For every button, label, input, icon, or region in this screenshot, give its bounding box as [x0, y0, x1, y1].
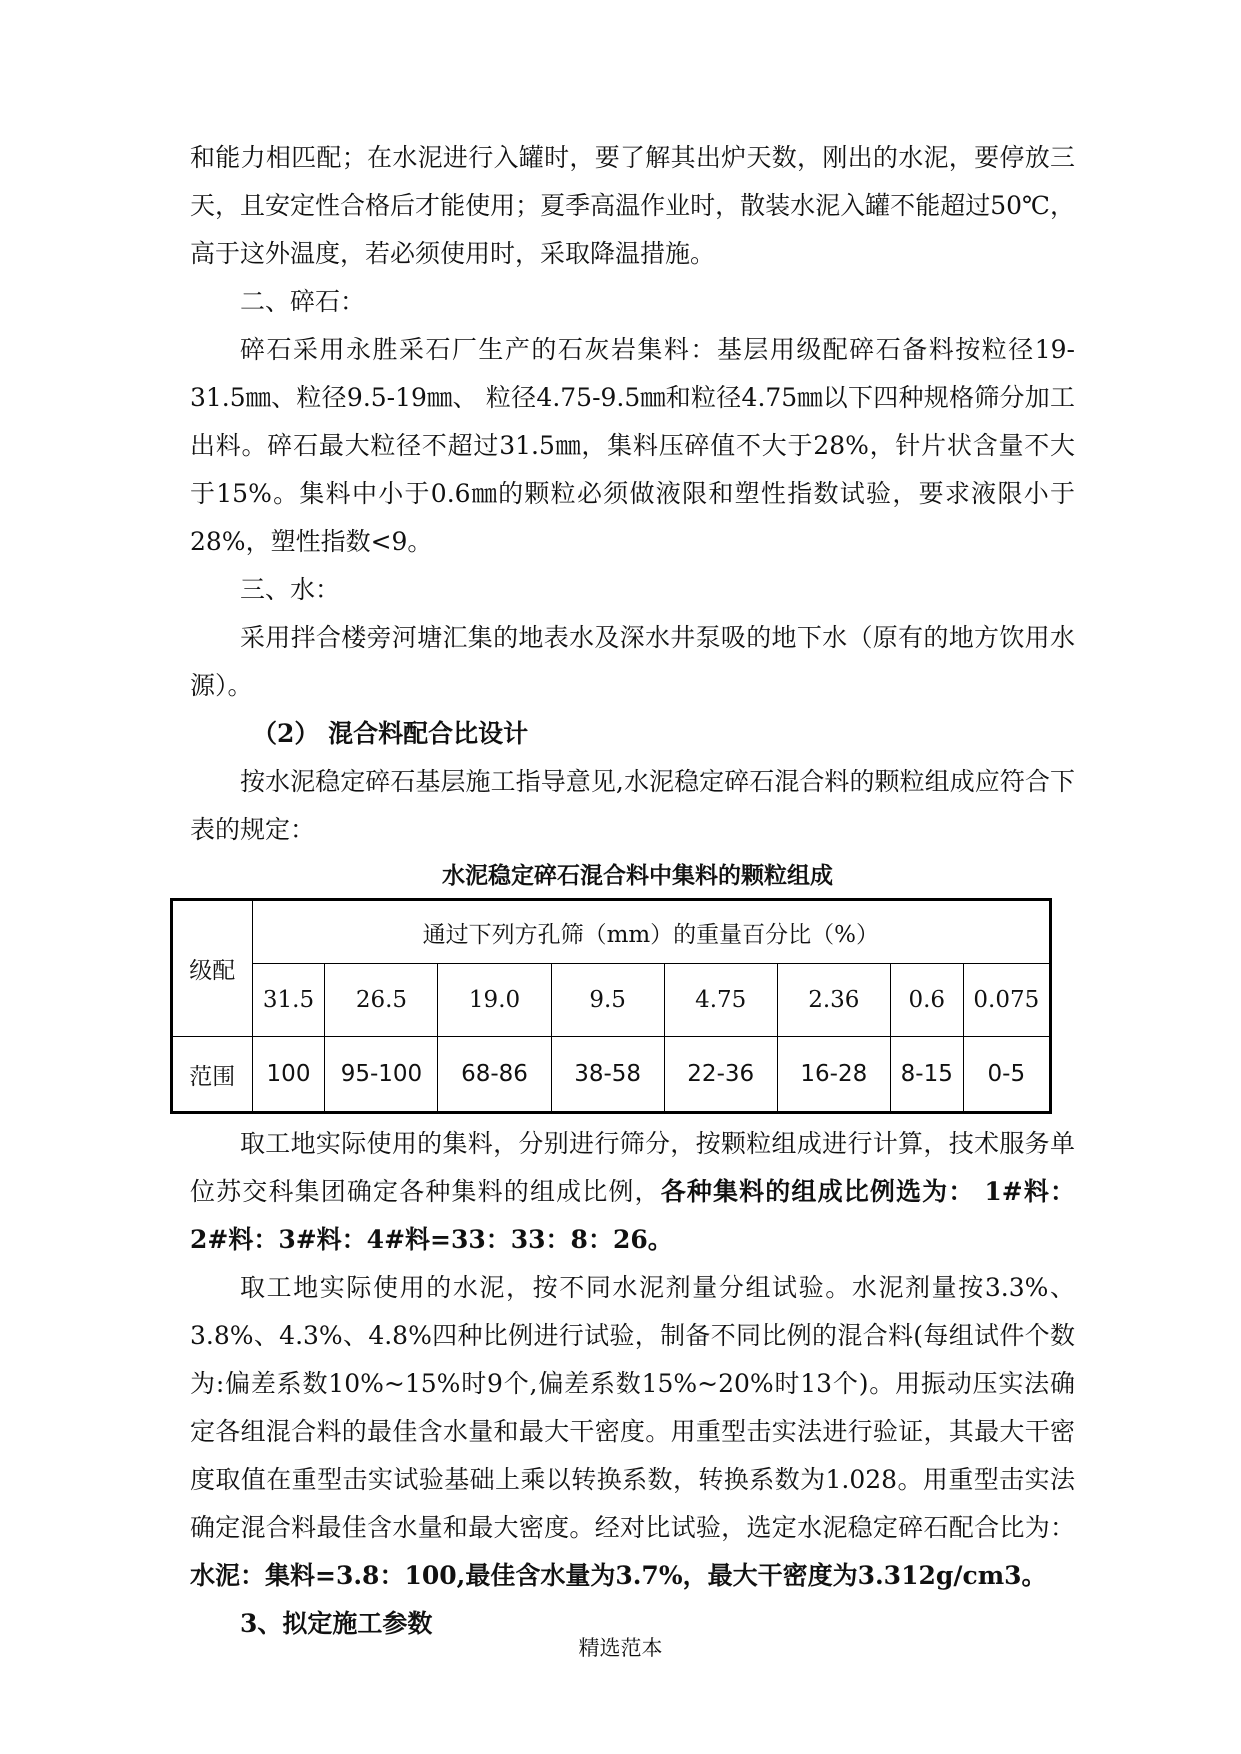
sieve-size: 4.75 — [664, 964, 777, 1037]
paragraph-cement-dosage — [190, 1264, 1075, 1600]
document-page — [190, 134, 1075, 1648]
heading-construction-params: 3、拟定施工参数 — [240, 1609, 433, 1638]
sieve-size: 26.5 — [325, 964, 438, 1037]
range-value: 95-100 — [325, 1037, 438, 1113]
row-label-range: 范围 — [172, 1037, 253, 1113]
paragraph-water: 采用拌合楼旁河塘汇集的地表水及深水井泵吸的地下水（原有的地方饮用水源）。 — [190, 623, 1075, 700]
range-value: 68-86 — [438, 1037, 551, 1113]
aggregate-ratio-text: 取工地实际使用的集料，分别进行筛分，按颗粒组成进行计算，技术服务单位苏交科集团确定各种集料的组成比例， — [190, 1129, 1075, 1206]
row-label-gradation: 级配 — [172, 900, 253, 1037]
heading-gravel: 二、碎石： — [240, 287, 366, 316]
cement-dosage-bold: 水泥：集料=3.8：100,最佳含水量为3.7%，最大干密度为3.312g/cm3。 — [190, 1561, 1047, 1590]
heading-water: 三、水： — [240, 575, 341, 604]
sieve-size: 0.6 — [890, 964, 963, 1037]
paragraph-aggregate-ratio — [190, 1120, 1075, 1264]
sieve-size: 2.36 — [777, 964, 890, 1037]
gradation-table — [170, 898, 1052, 1114]
range-value: 8-15 — [890, 1037, 963, 1113]
page-footer: 精选范本 — [578, 1636, 663, 1660]
sieve-size: 31.5 — [252, 964, 325, 1037]
range-value: 100 — [252, 1037, 325, 1113]
range-value: 0-5 — [963, 1037, 1050, 1113]
cement-dosage-text: 取工地实际使用的水泥，按不同水泥剂量分组试验。水泥剂量按3.3%、3.8%、4.3%、4.8%四种比例进行试验，制备不同比例的混合料(每组试件个数为:偏差系数10%~15%时9个,偏差系数15%~20%时13个)。用振动压实法确定各组混合料的最佳含水量和最大干密度。用重型击实法进行验证，其最大干密度取值在重型击实试验基础上乘以转换系数，转换系数为1.028。用重型击实法确定混合料最佳含水量和最大密度。经对比试验，选定水泥稳定碎石配合比为： — [190, 1273, 1075, 1542]
range-value: 22-36 — [664, 1037, 777, 1113]
sieve-size: 19.0 — [438, 964, 551, 1037]
table-header: 通过下列方孔筛（mm）的重量百分比（%） — [252, 900, 1050, 964]
aggregate-ratio-bold: 各种集料的组成比例选为： 1#料：2#料：3#料：4#料=33：33：8：26。 — [190, 1177, 1075, 1254]
sieve-size: 0.075 — [963, 964, 1050, 1037]
paragraph-gravel: 碎石采用永胜采石厂生产的石灰岩集料：基层用级配碎石备料按粒径19-31.5㎜、粒径9.5-19㎜、 粒径4.75-9.5㎜和粒径4.75㎜以下四种规格筛分加工出料。碎石最大粒径不超过31.5㎜，集料压碎值不大于28%，针片状含量不大于15%。集料中小于0.6㎜的颗粒必须做液限和塑性指数试验，要求液限小于28%，塑性指数<9。 — [190, 335, 1075, 556]
table-title: 水泥稳定碎石混合料中集料的颗粒组成 — [442, 863, 833, 889]
paragraph-mix-intro: 按水泥稳定碎石基层施工指导意见,水泥稳定碎石混合料的颗粒组成应符合下表的规定： — [190, 767, 1075, 844]
paragraph-cement: 和能力相匹配；在水泥进行入罐时，要了解其出炉天数，刚出的水泥，要停放三天，且安定性合格后才能使用；夏季高温作业时，散装水泥入罐不能超过50℃，高于这外温度，若必须使用时，采取降温措施。 — [190, 143, 1075, 268]
range-value: 16-28 — [777, 1037, 890, 1113]
range-value: 38-58 — [551, 1037, 664, 1113]
sieve-size: 9.5 — [551, 964, 664, 1037]
heading-mix-design: （2） 混合料配合比设计 — [252, 719, 529, 748]
